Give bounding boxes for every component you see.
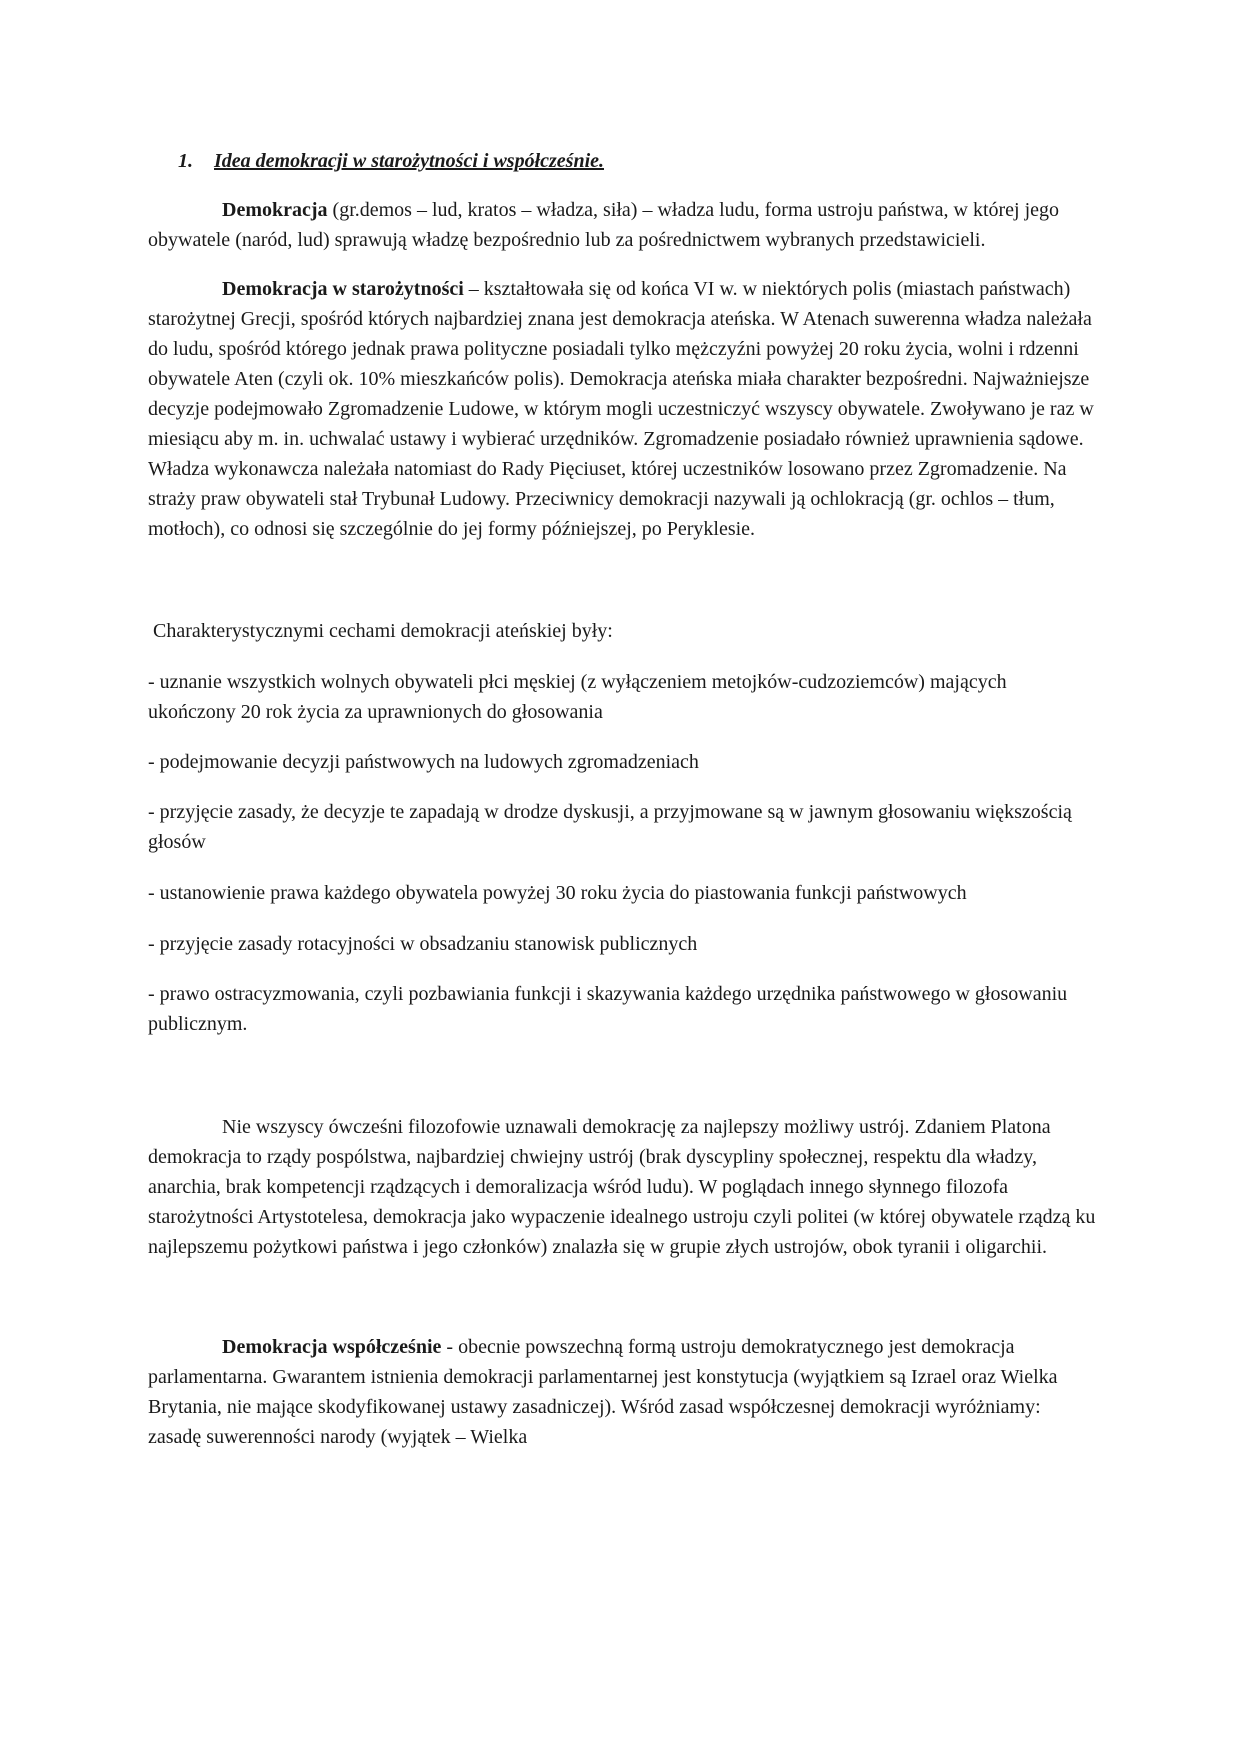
modern-term: Demokracja współcześnie: [222, 1336, 442, 1358]
antiquity-text: – kształtowała się od końca VI w. w niektórych polis (miastach państwach) starożytnej Grecji, spośród których najbardziej znana jest demokracja ateńska. W Atenach suwerenna władza należała do ludu, spośród którego jednak prawa polityczne posiadali tylko mężczyźni powyżej 20 roku życia, wolni i rdzenni obywatele Aten (czyli ok. 10% mieszkańców polis). Demokracja ateńska miała charakter bezpośredni. Najważniejsze decyzje podejmowało Zgromadzenie Ludowe, w którym mogli uczestniczyć wszyscy obywatele. Zwoływano je raz w miesiącu aby m. in. uchwalać ustawy i wybierać urzędników. Zgromadzenie posiadało również uprawnienia sądowe. Władza wykonawcza należała natomiast do Rady Pięciuset, której uczestników losowano przez Zgromadzenie. Na straży praw obywateli stał Trybunał Ludowy. Przeciwnicy demokracji nazywali ją ochlokracją (gr. ochlos – tłum, motłoch), co odnosi się szczególnie do jej formy późniejszej, po Peryklesie.: [148, 278, 1094, 540]
definition-text: (gr.demos – lud, kratos – władza, siła) – władza ludu, forma ustroju państwa, w której jego obywatele (naród, lud) sprawują władzę bezpośrednio lub za pośrednictwem wybranych przedstawicieli.: [148, 199, 1060, 251]
characteristic-item: - podejmowanie decyzji państwowych na ludowych zgromadzeniach: [148, 751, 699, 773]
document-page: [148, 146, 1098, 1452]
philosophers-paragraph: Nie wszyscy ówcześni filozofowie uznawali demokrację za najlepszy możliwy ustrój. Zdaniem Platona demokracja to rządy pospólstwa, najbardziej chwiejny ustrój (brak dyscypliny społecznej, respektu dla władzy, anarchia, brak kompetencji rządzących i demoralizacja wśród ludu). W poglądach innego słynnego filozofa starożytności Artystotelesa, demokracja jako wypaczenie idealnego ustroju czyli politei (w której obywatele rządzą ku najlepszemu pożytkowi państwa i jego członków) znalazła się w grupie złych ustrojów, obok tyranii i oligarchii.: [148, 1116, 1096, 1258]
characteristic-item: - uznanie wszystkich wolnych obywateli płci męskiej (z wyłączeniem metojków-cudzoziemców) mających ukończony 20 rok życia za uprawnionych do głosowania: [148, 671, 1007, 723]
characteristic-item: - ustanowienie prawa każdego obywatela powyżej 30 roku życia do piastowania funkcji państwowych: [148, 882, 967, 904]
characteristic-item: - prawo ostracyzmowania, czyli pozbawiania funkcji i skazywania każdego urzędnika państwowego w głosowaniu publicznym.: [148, 983, 1068, 1035]
definition-paragraph: [148, 195, 1098, 255]
antiquity-paragraph: [148, 274, 1098, 544]
heading-number: 1.: [178, 150, 193, 172]
antiquity-term: Demokracja w starożytności: [222, 278, 464, 300]
characteristic-item: - przyjęcie zasady, że decyzje te zapadają w drodze dyskusji, a przyjmowane są w jawnym głosowaniu większością głosów: [148, 801, 1072, 853]
characteristic-item: - przyjęcie zasady rotacyjności w obsadzaniu stanowisk publicznych: [148, 933, 698, 955]
definition-term: Demokracja: [222, 199, 328, 221]
characteristics-intro: Charakterystycznymi cechami demokracji ateńskiej były:: [153, 620, 613, 642]
section-heading: [178, 146, 1098, 176]
heading-title: Idea demokracji w starożytności i współcześnie.: [214, 150, 604, 172]
modern-text: - obecnie powszechną formą ustroju demokratycznego jest demokracja parlamentarna. Gwarantem istnienia demokracji parlamentarnej jest konstytucja (wyjątkiem są Izrael oraz Wielka Brytania, nie mające skodyfikowanej ustawy zasadniczej). Wśród zasad współczesnej demokracji wyróżniamy: zasadę suwerenności narody (wyjątek – Wielka: [148, 1336, 1058, 1448]
modern-paragraph: [148, 1332, 1098, 1452]
